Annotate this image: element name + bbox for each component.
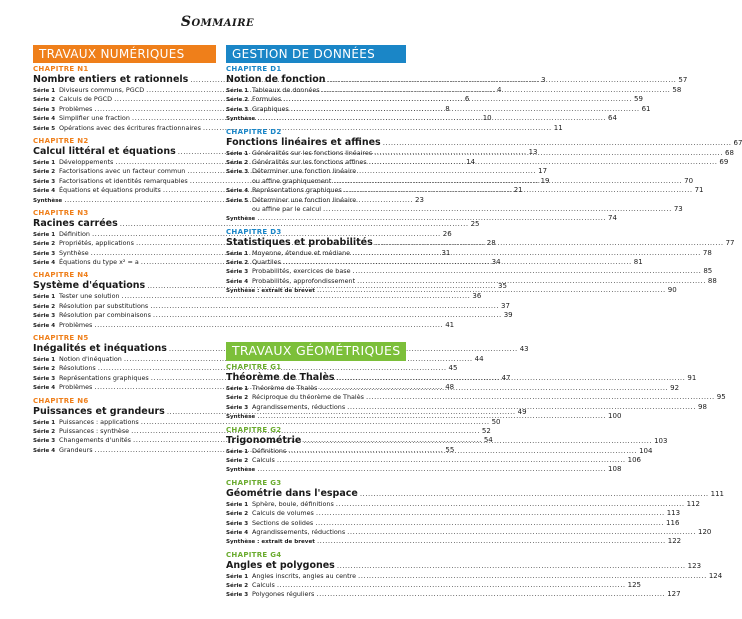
leader-dots <box>375 237 724 249</box>
serie-title: Agrandissements, réductions <box>252 527 346 536</box>
serie-number: Série 4 <box>33 385 56 392</box>
serie-title: Déterminer une fonction linéaire <box>252 195 357 204</box>
chapter-label: CHAPITRE D1 <box>226 65 282 73</box>
page-number: 25 <box>470 219 480 228</box>
chapter-label: CHAPITRE D2 <box>226 127 282 136</box>
serie-title: Polygones réguliers <box>252 590 315 599</box>
serie-number: Série 3 <box>226 592 249 599</box>
page-number: 59 <box>634 95 643 104</box>
serie-row[interactable] <box>226 455 642 465</box>
serie-title: Synthèse : extrait de brevet <box>226 288 315 295</box>
chapter-title-text: Notion de fonction <box>226 74 326 85</box>
serie-title: Synthèse <box>226 116 256 123</box>
chapter-title-text: Puissances et grandeurs <box>33 405 165 417</box>
serie-row[interactable] <box>226 499 700 509</box>
serie-title: Théorème de Thalès <box>252 384 318 392</box>
chapter-title[interactable] <box>226 136 742 149</box>
page-number: 68 <box>724 148 734 157</box>
serie-number: Série 4 <box>33 322 56 329</box>
page-number: 39 <box>503 311 513 320</box>
serie-title: Problèmes <box>59 104 93 113</box>
serie-row[interactable] <box>226 393 726 402</box>
page-number: 43 <box>519 345 529 354</box>
serie-title: Puissances : synthèse <box>59 426 130 435</box>
leader-dots <box>257 412 606 421</box>
serie-title: Tester une solution <box>59 292 120 301</box>
serie-title: Factorisations et identités remarquables <box>59 176 188 185</box>
leader-dots <box>257 114 606 123</box>
leader-dots <box>277 456 626 465</box>
page-number: 52 <box>481 426 491 435</box>
chapter-label: CHAPITRE N3 <box>33 208 89 217</box>
page-number: 106 <box>627 455 642 464</box>
serie-number: Série 4 <box>33 116 56 123</box>
serie-title: Quartiles <box>252 258 281 267</box>
serie-title: Graphiques <box>252 104 289 113</box>
page-number: 90 <box>667 286 677 295</box>
chapter-title-text: Racines carrées <box>33 217 118 229</box>
serie-title: ou affine par le calcul <box>252 204 322 213</box>
serie-number: Série 2 <box>226 511 249 518</box>
leader-dots <box>358 572 707 581</box>
serie-number: Série 1 <box>33 159 56 166</box>
serie-title: Calculs de volumes <box>252 509 314 518</box>
serie-number: Série 3 <box>226 269 249 276</box>
serie-title: ou affine graphiquement <box>252 176 332 185</box>
page-number: 19 <box>540 176 550 185</box>
serie-title: Synthèse <box>226 216 256 223</box>
serie-number: Série 2 <box>226 457 249 464</box>
serie-title: Problèmes <box>59 383 93 392</box>
serie-title: Puissances : applications <box>59 417 139 426</box>
serie-title: Représentations graphiques <box>59 373 149 382</box>
serie-row[interactable] <box>226 527 712 537</box>
leader-dots <box>291 105 640 114</box>
serie-number: Série 1 <box>33 419 56 426</box>
serie-number: Série 3 <box>226 169 249 176</box>
serie-title: Angles inscrits, angles au centre <box>252 571 357 580</box>
serie-title: Équations et équations produits <box>59 186 161 195</box>
serie-title: Synthèse <box>226 467 256 474</box>
leader-dots <box>257 214 606 223</box>
serie-number: Série 2 <box>226 260 249 267</box>
serie-number: Série 3 <box>33 178 56 185</box>
leader-dots <box>316 590 665 599</box>
serie-number: Série 3 <box>226 520 249 527</box>
page-number: 31 <box>441 248 451 257</box>
page-number: 41 <box>445 320 455 329</box>
serie-title: Généralités sur les fonctions linéaires <box>252 148 373 157</box>
page-number: 6 <box>464 95 470 104</box>
page-number: 50 <box>491 417 501 426</box>
chapter-title-text: Théorème de Thalès <box>226 372 335 383</box>
page-number: 111 <box>710 489 725 498</box>
serie-title: Définition <box>59 229 90 238</box>
serie-row[interactable] <box>226 590 681 599</box>
page-number: 91 <box>687 374 697 382</box>
serie-row[interactable] <box>33 320 455 330</box>
page-number: 103 <box>654 436 668 445</box>
serie-row[interactable] <box>226 95 643 104</box>
page-number: 48 <box>445 383 455 392</box>
page-number: 123 <box>687 561 702 570</box>
page-number: 28 <box>486 239 496 248</box>
leader-dots <box>333 177 682 186</box>
chapter-label: CHAPITRE N1 <box>33 65 89 73</box>
serie-number: Série 4 <box>226 278 249 285</box>
leader-dots <box>317 537 666 546</box>
serie-number: Série 2 <box>226 583 249 590</box>
serie-number: Série 3 <box>33 438 56 445</box>
leader-dots <box>283 258 632 267</box>
chapter-label: CHAPITRE D3 <box>226 227 282 236</box>
leader-dots <box>319 384 668 393</box>
serie-number: Série 2 <box>33 97 56 104</box>
page-number: 125 <box>627 581 642 590</box>
page-number: 57 <box>678 76 688 84</box>
serie-number: Série 1 <box>226 150 249 157</box>
chapter-title[interactable] <box>226 487 725 500</box>
serie-number: Série 1 <box>226 448 249 455</box>
page-number: 92 <box>670 384 680 392</box>
serie-number: Série 2 <box>33 169 56 176</box>
serie-number: Série 1 <box>33 231 56 238</box>
page-number: 112 <box>686 499 700 508</box>
serie-title: Équations du type x² = a <box>59 258 139 267</box>
leader-dots <box>303 435 652 447</box>
leader-dots <box>336 500 685 509</box>
serie-row[interactable] <box>226 276 717 286</box>
page-number: 45 <box>448 364 458 373</box>
chapter-label: CHAPITRE G2 <box>226 425 282 434</box>
serie-number: Série 4 <box>226 529 249 536</box>
page-number: 8 <box>445 104 450 113</box>
serie-title: Problèmes <box>59 320 93 329</box>
serie-title: Développements <box>59 157 114 166</box>
page-number: 124 <box>708 571 723 580</box>
serie-title: Simplifier une fraction <box>59 114 130 123</box>
serie-number: Série 3 <box>226 106 249 113</box>
page-number: 100 <box>608 412 622 421</box>
serie-row[interactable] <box>33 355 484 364</box>
synthese-row[interactable] <box>226 537 682 546</box>
serie-title: Grandeurs <box>59 445 93 454</box>
page-title: Sommaire <box>180 14 255 30</box>
chapter-title-text: Fonctions linéaires et affines <box>226 136 381 148</box>
page-number: 10 <box>482 114 492 123</box>
page-number: 67 <box>733 138 742 147</box>
serie-number: Série 1 <box>226 386 249 392</box>
serie-number: Série 1 <box>226 250 249 257</box>
leader-dots <box>283 95 632 104</box>
page-number: 44 <box>474 355 484 364</box>
serie-row[interactable] <box>226 267 713 276</box>
page-number: 47 <box>501 373 511 382</box>
serie-number: Série 1 <box>226 88 249 94</box>
serie-title: Représentations graphiques <box>252 186 342 195</box>
serie-row[interactable] <box>33 301 510 311</box>
page-number: 81 <box>633 258 643 267</box>
serie-title: Déterminer une fonction linéaire <box>252 167 357 176</box>
serie-number: Série 2 <box>33 303 56 310</box>
page-number: 113 <box>666 509 681 518</box>
serie-number: Série 4 <box>226 188 249 195</box>
leader-dots <box>150 302 499 311</box>
leader-dots <box>374 149 723 158</box>
serie-title: Réciproque du théorème de Thalès <box>252 393 364 402</box>
page-number: 95 <box>716 393 726 402</box>
page-number: 37 <box>501 301 510 310</box>
leader-dots <box>337 372 686 384</box>
serie-number: Série 2 <box>33 366 56 373</box>
serie-title: Résolution par combinaisons <box>59 311 151 320</box>
page-number: 120 <box>697 527 712 536</box>
synthese-row[interactable] <box>226 412 622 421</box>
page-number: 26 <box>442 229 452 238</box>
serie-number: Série 1 <box>226 501 249 508</box>
serie-title: Diviseurs communs, PGCD <box>59 86 145 94</box>
leader-dots <box>317 286 666 295</box>
serie-title: Changements d'unités <box>59 436 131 445</box>
leader-dots <box>315 519 664 528</box>
leader-dots <box>369 158 718 167</box>
serie-number: Série 1 <box>33 88 56 94</box>
leader-dots <box>360 488 709 500</box>
serie-title: Formules <box>252 95 282 104</box>
page-number: 116 <box>666 518 680 527</box>
leader-dots <box>322 86 671 95</box>
leader-dots <box>352 249 701 258</box>
chapter-title-text: Calcul littéral et équations <box>33 145 176 157</box>
page-number: 4 <box>496 86 502 94</box>
serie-title: Synthèse : extrait de brevet <box>226 539 315 546</box>
page-number: 127 <box>667 590 681 599</box>
serie-number: Série 3 <box>226 404 249 411</box>
page-number: 36 <box>472 292 482 301</box>
leader-dots <box>257 465 606 474</box>
serie-number: Série 5 <box>226 197 249 204</box>
page-number: 108 <box>608 465 622 474</box>
page-number: 21 <box>513 186 523 195</box>
chapter-title-text: Géométrie dans l'espace <box>226 487 358 499</box>
serie-number: Série 1 <box>226 573 249 580</box>
leader-dots <box>347 403 696 412</box>
leader-dots <box>337 560 686 572</box>
serie-title: Synthèse <box>59 248 89 257</box>
serie-title: Généralités sur les fonctions affines <box>252 157 367 166</box>
leader-dots <box>344 186 693 195</box>
page-number: 88 <box>707 276 717 285</box>
serie-title: Notion d'inéquation <box>59 355 122 364</box>
chapter-label: CHAPITRE G1 <box>226 363 282 371</box>
serie-row[interactable] <box>226 204 683 214</box>
page-number: 11 <box>553 123 563 132</box>
serie-title: Opérations avec des écritures fractionnaires <box>59 123 201 132</box>
section-banner: TRAVAUX NUMÉRIQUES <box>33 45 216 63</box>
section-banner: TRAVAUX GÉOMÉTRIQUES <box>226 342 406 361</box>
page-number: 3 <box>541 76 546 84</box>
leader-dots <box>288 447 637 456</box>
serie-number: Série 2 <box>33 241 56 248</box>
chapter-title[interactable] <box>226 74 688 86</box>
leader-dots <box>366 393 715 402</box>
chapter-title-text: Statistiques et probabilités <box>226 236 373 248</box>
serie-number: Série 3 <box>33 250 56 257</box>
serie-row[interactable] <box>226 86 682 95</box>
serie-row[interactable] <box>226 509 681 518</box>
serie-title: Résolution par substitutions <box>59 301 149 310</box>
serie-title: Synthèse <box>226 414 256 421</box>
page-number: 77 <box>725 238 735 247</box>
leader-dots <box>328 74 677 86</box>
chapter-label: CHAPITRE N5 <box>33 334 89 343</box>
leader-dots <box>277 581 626 590</box>
serie-title: Sphère, boule, définitions <box>252 499 334 508</box>
page-number: 49 <box>517 407 527 416</box>
leader-dots <box>347 528 696 537</box>
serie-number: Série 2 <box>226 159 249 166</box>
serie-row[interactable] <box>226 104 651 114</box>
serie-number: Série 3 <box>33 375 56 382</box>
page-number: 98 <box>697 402 707 411</box>
synthese-row[interactable] <box>226 465 622 474</box>
leader-dots <box>383 137 732 149</box>
serie-title: Tableaux de données <box>252 86 320 94</box>
page-number: 85 <box>703 267 713 276</box>
serie-title: Probabilités, approfondissement <box>252 276 356 285</box>
leader-dots <box>94 321 443 330</box>
page-number: 17 <box>538 167 548 176</box>
page-number: 122 <box>667 537 682 546</box>
serie-title: Calculs de PGCD <box>59 95 113 104</box>
serie-title: Définitions <box>252 446 287 455</box>
chapter-title-text: Inégalités et inéquations <box>33 343 167 355</box>
page-number: 70 <box>684 176 694 185</box>
serie-row[interactable] <box>33 311 513 320</box>
serie-number: Série 4 <box>33 188 56 195</box>
chapter-label: CHAPITRE N6 <box>33 396 89 405</box>
page-number: 71 <box>694 186 704 195</box>
page-number: 35 <box>498 282 507 291</box>
serie-row[interactable] <box>226 518 680 528</box>
serie-title: Probabilités, exercices de base <box>252 267 351 276</box>
leader-dots <box>153 311 502 320</box>
leader-dots <box>323 205 672 214</box>
serie-number: Série 4 <box>33 447 56 454</box>
page-number: 14 <box>466 157 476 166</box>
chapter-label: CHAPITRE N4 <box>33 271 89 280</box>
serie-title: Propriétés, applications <box>59 239 134 248</box>
serie-number: Série 3 <box>33 106 56 113</box>
serie-title: Calculs <box>252 455 275 464</box>
serie-row[interactable] <box>226 196 406 205</box>
serie-title: Factorisations avec un facteur commun <box>59 167 186 176</box>
leader-dots <box>357 277 706 286</box>
serie-number: Série 1 <box>33 294 56 301</box>
serie-number: Série 2 <box>226 97 249 104</box>
page-number: 55 <box>445 445 455 454</box>
serie-title: Sections de solides <box>252 518 314 527</box>
serie-number: Série 4 <box>33 260 56 267</box>
chapter-title-text: Système d'équations <box>33 280 146 292</box>
page-number: 74 <box>608 214 617 223</box>
page-number: 69 <box>719 157 729 166</box>
page-number: 73 <box>673 204 683 213</box>
chapter-label: CHAPITRE N2 <box>33 136 89 145</box>
page-number: 104 <box>639 446 653 455</box>
chapter-label: CHAPITRE G4 <box>226 550 282 559</box>
leader-dots <box>353 267 702 276</box>
chapter-title[interactable] <box>226 559 702 572</box>
serie-title: Moyenne, étendue et médiane <box>252 248 351 257</box>
serie-title: Résolutions <box>59 364 96 373</box>
serie-number: Série 1 <box>33 357 56 364</box>
serie-number: Série 2 <box>33 428 56 435</box>
serie-title: Synthèse <box>33 197 63 204</box>
page-number: 34 <box>491 258 501 267</box>
page-number: 58 <box>672 86 682 94</box>
chapter-label: CHAPITRE G3 <box>226 478 282 487</box>
leader-dots <box>316 509 665 518</box>
page-number: 54 <box>483 436 493 445</box>
synthese-row[interactable] <box>226 214 617 223</box>
chapter-title-text: Nombre entiers et rationnels <box>33 74 189 85</box>
serie-title: Agrandissements, réductions <box>252 402 346 411</box>
chapter-title-text: Trigonométrie <box>226 434 302 446</box>
serie-row[interactable] <box>33 292 482 301</box>
page-number: 78 <box>702 248 712 257</box>
chapter-title-text: Angles et polygones <box>226 559 335 571</box>
serie-number: Série 2 <box>226 395 249 402</box>
page-number: 61 <box>641 104 651 113</box>
section-banner: GESTION DE DONNÉES <box>226 45 406 63</box>
page-number: 23 <box>415 195 424 204</box>
page-number: 64 <box>608 114 617 123</box>
serie-title: Calculs <box>252 581 275 590</box>
serie-row[interactable] <box>226 581 642 590</box>
serie-row[interactable] <box>226 571 723 581</box>
serie-number: Série 3 <box>33 313 56 320</box>
serie-number: Série 5 <box>33 125 56 132</box>
page-number: 13 <box>528 147 538 156</box>
serie-row[interactable] <box>226 167 406 176</box>
